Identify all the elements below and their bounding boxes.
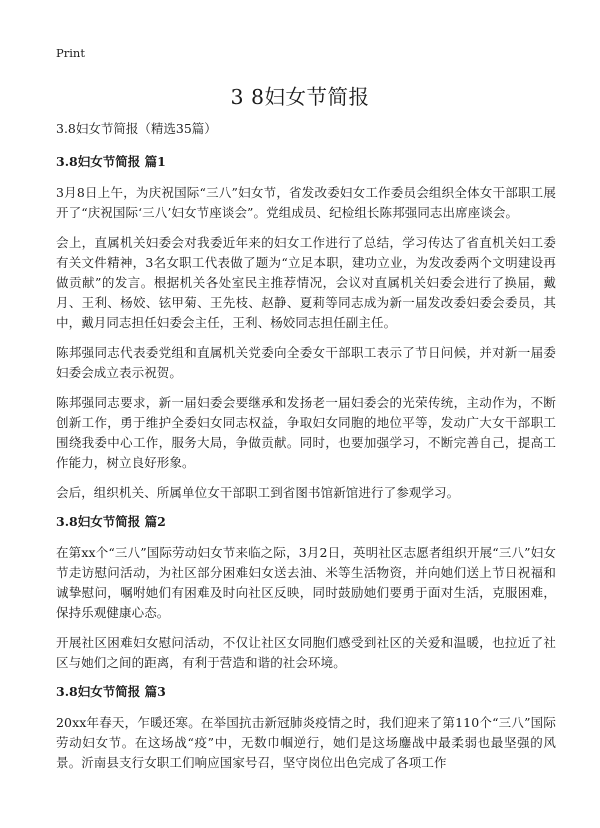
section-1 [56, 153, 556, 503]
section-heading: 3.8妇女节简报 篇1 [56, 154, 166, 169]
paragraph: 在第xx个“三八”国际劳动妇女节来临之际，3月2日，英明社区志愿者组织开展“三八”妇女节走访慰问活动，为社区部分困难妇女送去油、米等生活物资，并向她们送上节日祝福和诚挚慰问，嘱咐她们有困难及时向社区反映，同时鼓励她们要勇于面对生活，克服困难，保持乐观健康心态。 [56, 545, 556, 620]
paragraph: 3月8日上午，为庆祝国际“三八”妇女节，省发改委妇女工作委员会组织全体女干部职工展开了“庆祝国际‘三八’妇女节座谈会”。党组成员、纪检组长陈邦强同志出席座谈会。 [56, 185, 556, 220]
document-subtitle: 3.8妇女节简报（精选35篇） [56, 121, 217, 136]
section-3 [56, 683, 556, 773]
paragraph: 会后，组织机关、所属单位女干部职工到省图书馆新馆进行了参观学习。 [56, 485, 460, 500]
paragraph: 会上，直属机关妇委会对我委近年来的妇女工作进行了总结，学习传达了省直机关妇工委有关文件精神，3名女职工代表做了题为“立足本职，建功立业，为发改委两个文明建设再做贡献”的发言。根据机关各处室民主推荐情况，会议对直属机关妇委会进行了换届，戴月、王利、杨姣、铉甲菊、王先枝、赵静、夏莉等同志成为新一届发改委妇委会委员，其中，戴月同志担任妇委会主任，王利、杨姣同志担任副主任。 [56, 235, 556, 330]
paragraph: 陈邦强同志要求，新一届妇委会要继承和发扬老一届妇委会的光荣传统，主动作为，不断创新工作，勇于维护全委妇女同志权益，争取妇女同胞的地位平等，发动广大女干部职工围绕我委中心工作，服务大局，争做贡献。同时，也要加强学习，不断完善自己，提高工作能力，树立良好形象。 [56, 395, 556, 470]
print-link[interactable]: Print [56, 46, 85, 60]
section-2 [56, 513, 556, 673]
section-heading: 3.8妇女节简报 篇2 [56, 514, 166, 529]
paragraph: 开展社区困难妇女慰问活动，不仅让社区女同胞们感受到社区的关爱和温暖，也拉近了社区与她们之间的距离，有利于营造和谐的社会环境。 [56, 635, 556, 670]
paragraph: 陈邦强同志代表委党组和直属机关党委向全委女干部职工表示了节日问候，并对新一届委妇委会成立表示祝贺。 [56, 345, 556, 380]
document-body [56, 120, 556, 783]
paragraph: 20xx年春天，乍暖还寒。在举国抗击新冠肺炎疫情之时，我们迎来了第110个“三八”国际劳动妇女节。在这场战“疫”中，无数巾帼逆行，她们是这场鏖战中最柔弱也最坚强的风景。沂南县支行女职工们响应国家号召，坚守岗位出色完成了各项工作 [56, 715, 556, 770]
document-title: 3 8妇女节简报 [230, 85, 370, 109]
section-heading: 3.8妇女节简报 篇3 [56, 684, 166, 699]
